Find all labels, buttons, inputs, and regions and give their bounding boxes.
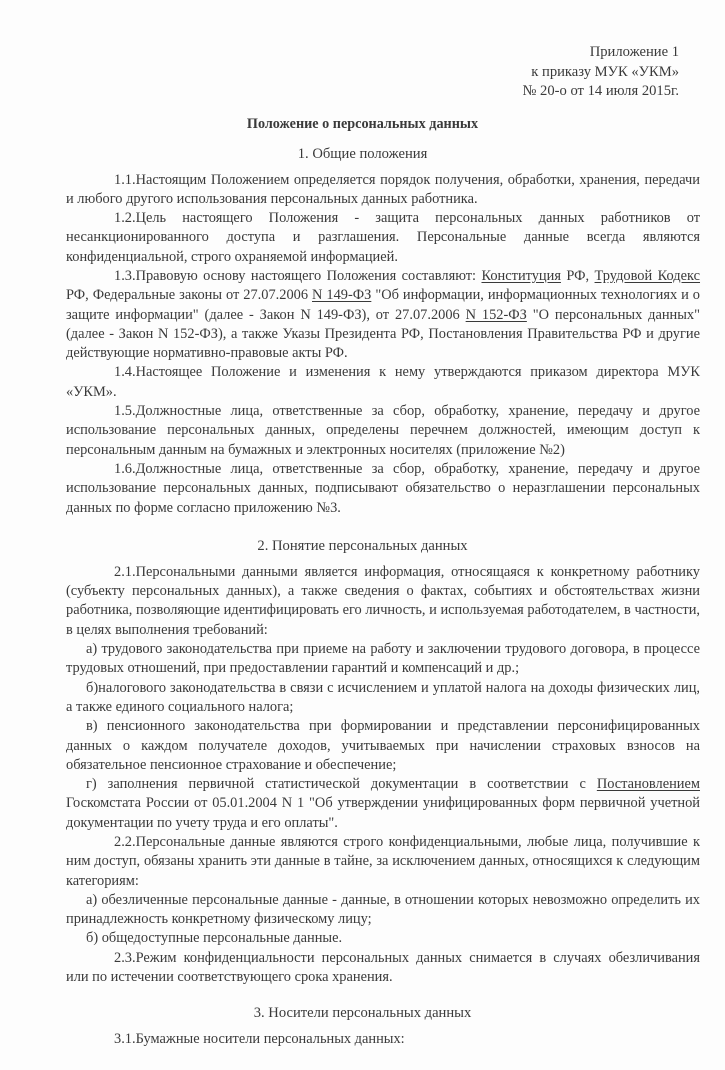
appendix-reference: [66, 43, 700, 102]
section-1-heading: 1. Общие положения: [297, 145, 428, 162]
paragraph-2-2: 2.2.Персональные данные являются строго конфиденциальными, любые лица, получившие к ним доступ, обязаны хранить эти данные в тайне, за исключением данных, относящихся к следующим категориям:: [66, 834, 700, 889]
text: РФ,: [560, 267, 595, 284]
paragraph-1-6: 1.6.Должностные лица, ответственные за сбор, обработку, хранение, передачу и другое использование персональных данных, подписывают обязательство о неразглашении персональных данных по форме согласно приложению №3.: [66, 460, 700, 516]
appendix-line-2: к приказу МУК «УКМ»: [531, 63, 679, 80]
paragraph-1-3: [66, 267, 700, 363]
paragraph-1-2: 1.2.Цель настоящего Положения - защита персональных данных работников от несанкционированного доступа и разглашения. Персональные данные всегда являются конфиденциальной, строго охраняемой информацией.: [66, 210, 700, 265]
section-3-heading: 3. Носители персональных данных: [253, 1005, 472, 1022]
item-2-1-g: [66, 775, 700, 833]
link-resolution[interactable]: Постановлением: [596, 776, 700, 793]
text: Госкомстата России от 05.01.2004 N 1 "Об утверждении унифицированных форм первичной учетной документации по учету труда и его оплаты".: [66, 795, 700, 831]
paragraph-2-3: 2.3.Режим конфиденциальности персональных данных снимается в случаях обезличивания или по истечении соответствующего срока хранения.: [66, 949, 700, 986]
link-labor-code[interactable]: Трудовой Кодекс: [594, 267, 701, 284]
paragraph-3-1: 3.1.Бумажные носители персональных данных:: [114, 1031, 405, 1048]
section-2-body: [66, 563, 700, 988]
item-2-1-a: а) трудового законодательства при приеме на работу и заключении трудового договора, в процессе трудовых отношений, при предоставлении гарантий и компенсаций и др.;: [66, 641, 700, 677]
text: г) заполнения первичной статистической документации в соответствии с: [86, 776, 597, 793]
text: 1.3.Правовую основу настоящего Положения составляют:: [114, 267, 482, 284]
section-2-heading: 2. Понятие персональных данных: [257, 537, 468, 554]
item-2-2-b: б) общедоступные персональные данные.: [86, 930, 343, 947]
item-2-2-a: а) обезличенные персональные данные - данные, в отношении которых невозможно определить их принадлежность конкретному физическому лицу;: [66, 891, 700, 928]
link-law-152[interactable]: N 152-ФЗ: [465, 306, 527, 323]
appendix-line-3: № 20-о от 14 июля 2015г.: [522, 83, 679, 99]
section-1-body: [66, 171, 700, 518]
link-constitution[interactable]: Конституция: [481, 267, 561, 284]
appendix-line-1: Приложение 1: [589, 44, 679, 60]
paragraph-1-5: 1.5.Должностные лица, ответственные за сбор, обработку, хранение, передачу и другое использование персональных данных, определены перечнем должностей, имеющим доступ к персональным данным на бумажных и электронных носителях (приложение №2): [66, 403, 700, 458]
text: "О персональных данных" (далее - Закон N 152-ФЗ), а также Указы Президента РФ, Постановления Правительства РФ и другие действующие нормативно-правовые акты РФ.: [66, 306, 700, 362]
document-title: Положение о персональных данных: [246, 115, 479, 132]
link-law-149[interactable]: N 149-ФЗ: [312, 287, 372, 304]
paragraph-1-4: 1.4.Настоящее Положение и изменения к нему утверждаются приказом директора МУК «УКМ».: [66, 364, 700, 400]
section-3-body: [66, 1030, 700, 1049]
text: "Об информации, информационных технологиях и о защите информации" (далее - Закон N 149-ФЗ), от 27.07.2006: [66, 287, 700, 323]
item-2-1-b: б)налогового законодательства в связи с исчислением и уплатой налога на доходы физических лиц, а также единого социального налога;: [66, 679, 700, 715]
text: РФ, Федеральные законы от 27.07.2006: [66, 287, 313, 304]
paragraph-2-1: 2.1.Персональными данными является информация, относящаяся к конкретному работнику (субъекту персональных данных), а также сведения о фактах, событиях и обстоятельствах жизни работника, позволяющие идентифицировать его личность, и используемая работодателем, в частности, в целях выполнения требований:: [66, 563, 700, 638]
paragraph-1-1: 1.1.Настоящим Положением определяется порядок получения, обработки, хранения, передачи и любого другого использования персональных данных работника.: [66, 171, 700, 207]
item-2-1-v: в) пенсионного законодательства при формировании и представлении персонифицированных данных о каждом получателе доходов, учитываемых при начислении страховых взносов на обязательное пенсионное страхование и обеспечение;: [66, 718, 700, 773]
